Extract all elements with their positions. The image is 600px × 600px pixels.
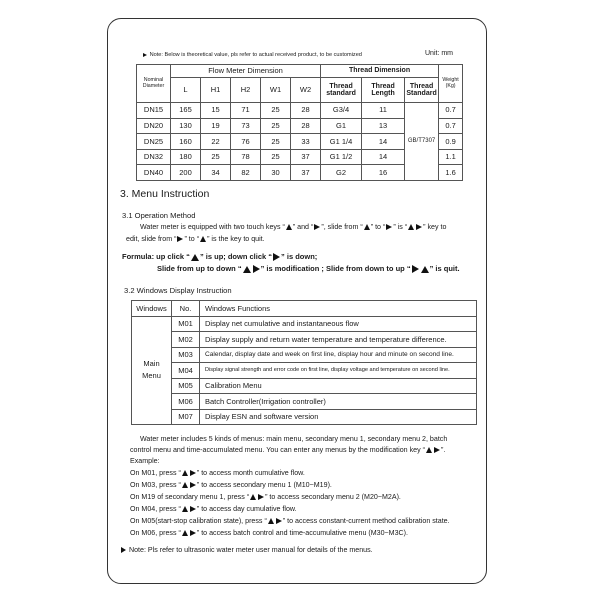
col-no: No. (172, 301, 200, 317)
col-thread-standard: Thread standard (321, 78, 362, 103)
up-key-icon (408, 224, 414, 230)
example-line: On M19 of secondary menu 1, press “ ” to access secondary menu 2 (M20~M2A). (130, 493, 401, 501)
table-row: Main Menu M01 Display net cumulative and instantaneous flow (132, 316, 477, 332)
nominal-diameter-header: Nominal Diameter (137, 65, 171, 103)
col-h1: H1 (201, 78, 231, 103)
col-w2: W2 (291, 78, 321, 103)
right-key-icon (190, 470, 196, 476)
right-key-icon (253, 265, 260, 273)
right-key-icon (190, 530, 196, 536)
formula-line-1: Formula: up click “ ” is up; down click “ ” is down; (122, 252, 318, 261)
table-row: DN20 130 19 73 25 28 G1 13 0.7 (137, 118, 463, 134)
formula-line-2: Slide from up to down “ ” is modification ; Slide from down to up “ ” is quit. (157, 264, 460, 273)
right-key-icon (190, 482, 196, 488)
right-key-icon (177, 236, 183, 242)
example-line: On M06, press “ ” to access batch control and time-accumulative menu (M30~M3C). (130, 529, 408, 537)
main-menu-cell: Main Menu (132, 316, 172, 425)
up-key-icon (250, 494, 256, 500)
weight-header: Weight (Kg) (439, 65, 463, 103)
right-key-icon (314, 224, 320, 230)
right-key-icon (258, 494, 264, 500)
table-row: DN25 160 22 76 25 33 G1 1/4 14 0.9 (137, 134, 463, 150)
example-line: On M04, press “ ” to access day cumulative flow. (130, 505, 297, 513)
up-key-icon (182, 470, 188, 476)
right-key-icon (434, 447, 440, 453)
col-thread-length: Thread Length (362, 78, 405, 103)
up-key-icon (182, 482, 188, 488)
right-key-icon (386, 224, 392, 230)
table-header-row (132, 301, 477, 317)
table-row: M02 Display supply and return water temperature and temperature difference. (132, 332, 477, 348)
col-w1: W1 (261, 78, 291, 103)
up-key-icon (421, 266, 429, 273)
up-key-icon (191, 254, 199, 261)
operation-text-line-1: Water meter is equipped with two touch keys “ ” and “ ”, slide from “ ” to “ ” is “ ” key to (140, 223, 447, 231)
right-key-icon (416, 224, 422, 230)
up-key-icon (364, 224, 370, 230)
windows-display-title: 3.2 Windows Display Instruction (124, 286, 232, 295)
table-row: M05 Calibration Menu (132, 378, 477, 394)
up-key-icon (182, 530, 188, 536)
up-key-icon (200, 236, 206, 242)
dimension-table (136, 64, 463, 181)
unit-label: Unit: mm (425, 50, 453, 57)
up-key-icon (426, 447, 432, 453)
table-row: M03 Calendar, display date and week on first line, display hour and minute on second line. (132, 347, 477, 363)
example-line: On M05(start-stop calibration state), press “ ” to access constant-current method calibration state. (130, 517, 450, 525)
table-row: M07 Display ESN and software version (132, 409, 477, 425)
table-row: DN15 165 15 71 25 28 G3/4 11 GB/T7307 0.7 (137, 103, 463, 119)
right-key-icon (190, 506, 196, 512)
col-l: L (171, 78, 201, 103)
example-label: Example: (130, 457, 160, 465)
arrow-right-icon (121, 547, 126, 553)
thread-dimension-header: Thread Dimension (321, 65, 439, 78)
table-row: M06 Batch Controller(Irrigation controller) (132, 394, 477, 410)
arrow-right-icon (143, 53, 147, 57)
top-note: Note: Below is theoretical value, pls refer to actual received product, to be customized (142, 52, 362, 59)
up-key-icon (182, 506, 188, 512)
gb-standard-cell: GB/T7307 (405, 103, 439, 181)
right-key-icon (273, 253, 280, 261)
right-key-icon (276, 518, 282, 524)
example-line: On M01, press “ ” to access month cumulative flow. (130, 469, 305, 477)
example-line: On M03, press “ ” to access secondary menu 1 (M10~M19). (130, 481, 332, 489)
right-key-icon (412, 265, 419, 273)
bottom-note: Note: Pls refer to ultrasonic water meter user manual for details of the menus. (120, 546, 373, 555)
operation-text-line-2: edit, slide from “ ” to “ ” is the key to quit. (126, 235, 265, 243)
up-key-icon (286, 224, 292, 230)
col-thread-standard-2: Thread Standard (405, 78, 439, 103)
windows-table (131, 300, 477, 425)
col-h2: H2 (231, 78, 261, 103)
up-key-icon (268, 518, 274, 524)
table-row: M04 Display signal strength and error code on first line, display voltage and temperature on second line. (132, 363, 477, 379)
col-windows-functions: Windows Functions (200, 301, 477, 317)
menus-paragraph-line-2: control menu and time-accumulated menu. You can enter any menus by the modification key “ ”. (130, 446, 446, 454)
table-row: DN32 180 25 78 25 37 G1 1/2 14 1.1 (137, 149, 463, 165)
menus-paragraph-line-1: Water meter includes 5 kinds of menus: main menu, secondary menu 1, secondary menu 2, batch (140, 435, 448, 443)
table-row: DN40 200 34 82 30 37 G2 16 1.6 (137, 165, 463, 181)
flow-meter-dimension-header: Flow Meter Dimension (171, 65, 321, 78)
section-title: 3. Menu Instruction (120, 188, 210, 200)
up-key-icon (243, 266, 251, 273)
operation-method-title: 3.1 Operation Method (122, 211, 196, 220)
col-windows: Windows (132, 301, 172, 317)
